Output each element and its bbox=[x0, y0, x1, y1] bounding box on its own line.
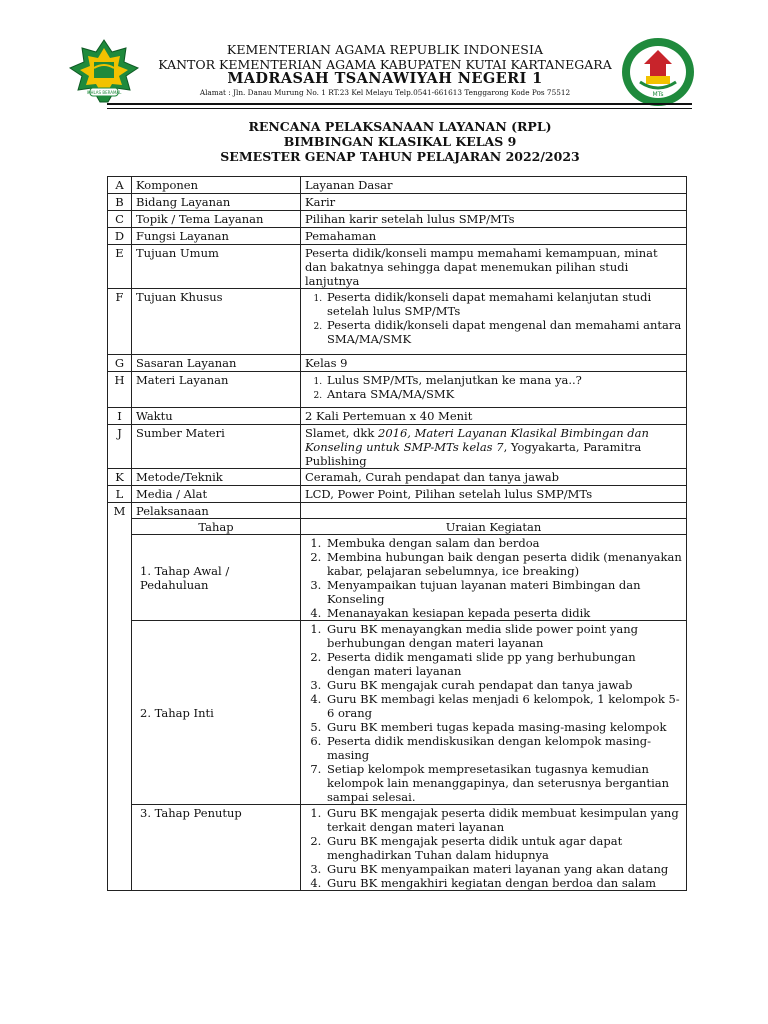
table-row bbox=[108, 372, 687, 408]
row-value: 2 Kali Pertemuan x 40 Menit bbox=[301, 408, 687, 425]
row-key: F bbox=[108, 289, 132, 355]
list-item: 1. Peserta didik/konseli dapat memahami kelanjutan studi setelah lulus SMP/MTs bbox=[325, 290, 682, 318]
kemenag-logo bbox=[64, 38, 144, 108]
stage-activities bbox=[301, 621, 687, 805]
row-value: Ceramah, Curah pendapat dan tanya jawab bbox=[301, 469, 687, 486]
row-key: H bbox=[108, 372, 132, 408]
row-key: D bbox=[108, 228, 132, 245]
table-row bbox=[108, 408, 687, 425]
row-key: L bbox=[108, 486, 132, 503]
stage-label: 3. Tahap Penutup bbox=[132, 805, 301, 891]
row-value bbox=[301, 503, 687, 519]
list-item: 6. Peserta didik mendiskusikan dengan kelompok masing-masing bbox=[325, 734, 682, 762]
activity-list bbox=[305, 622, 682, 804]
table-row bbox=[108, 469, 687, 486]
table-row bbox=[108, 486, 687, 503]
table-row bbox=[108, 503, 687, 519]
source-publisher: , Yogyakarta, Paramitra Publishing bbox=[305, 440, 642, 468]
table-row bbox=[108, 425, 687, 469]
list-item: 3. Guru BK menyampaikan materi layanan yang akan datang bbox=[325, 862, 682, 876]
row-label: Tujuan Umum bbox=[132, 245, 301, 289]
letterhead bbox=[0, 0, 768, 110]
doc-subtitle: BIMBINGAN KLASIKAL KELAS 9 bbox=[283, 134, 517, 149]
list-item: 2. Guru BK mengajak peserta didik untuk agar dapat menghadirkan Tuhan dalam hidupnya bbox=[325, 834, 682, 862]
rpl-table bbox=[107, 176, 687, 891]
row-label: Metode/Teknik bbox=[132, 469, 301, 486]
row-key: M bbox=[108, 503, 132, 891]
column-header: Tahap bbox=[132, 519, 301, 535]
table-row bbox=[108, 289, 687, 355]
list-item: 2. Peserta didik mengamati slide pp yang berhubungan dengan materi layanan bbox=[325, 650, 682, 678]
source-title: 2016, Materi Layanan Klasikal Bimbingan dan Konseling untuk SMP-MTs kelas 7 bbox=[305, 426, 649, 454]
table-row bbox=[108, 535, 687, 621]
row-label: Materi Layanan bbox=[132, 372, 301, 408]
ministry-name: KEMENTERIAN AGAMA REPUBLIK INDONESIA bbox=[226, 42, 544, 57]
row-key: A bbox=[108, 177, 132, 194]
list-item: 3. Guru BK mengajak curah pendapat dan tanya jawab bbox=[325, 678, 682, 692]
doc-semester: SEMESTER GENAP TAHUN PELAJARAN 2022/2023 bbox=[220, 149, 580, 164]
list-item: 3. Menyampaikan tujuan layanan materi Bimbingan dan Konseling bbox=[325, 578, 682, 606]
row-key: E bbox=[108, 245, 132, 289]
table-row bbox=[108, 355, 687, 372]
material-list bbox=[305, 373, 682, 401]
activity-list bbox=[305, 806, 682, 890]
stage-activities bbox=[301, 535, 687, 621]
row-value: LCD, Power Point, Pilihan setelah lulus SMP/MTs bbox=[301, 486, 687, 503]
table-row bbox=[108, 228, 687, 245]
list-item: 1. Membuka dengan salam dan berdoa bbox=[325, 536, 682, 550]
row-key: K bbox=[108, 469, 132, 486]
row-value: Pilihan karir setelah lulus SMP/MTs bbox=[301, 211, 687, 228]
source-author: Slamet, dkk bbox=[305, 426, 379, 440]
table-row bbox=[108, 194, 687, 211]
header-rule-thick bbox=[107, 103, 692, 105]
activity-list bbox=[305, 536, 682, 620]
table-row bbox=[108, 805, 687, 891]
row-key: J bbox=[108, 425, 132, 469]
school-name: MADRASAH TSANAWIYAH NEGERI 1 bbox=[227, 70, 543, 87]
row-value: Pemahaman bbox=[301, 228, 687, 245]
school-address: Alamat : Jln. Danau Murung No. 1 RT.23 Kel Melayu Telp.0541-661613 Tenggarong Kode Pos 75512 bbox=[199, 88, 571, 97]
table-row bbox=[108, 621, 687, 805]
stage-activities bbox=[301, 805, 687, 891]
list-item: 1. Guru BK mengajak peserta didik membuat kesimpulan yang terkait dengan materi layanan bbox=[325, 806, 682, 834]
row-label: Komponen bbox=[132, 177, 301, 194]
row-value: Peserta didik/konseli mampu memahami kemampuan, minat dan bakatnya sehingga dapat menemukan pilihan studi lanjutnya bbox=[301, 245, 687, 289]
stage-label: 2. Tahap Inti bbox=[132, 621, 301, 805]
table-row bbox=[108, 245, 687, 289]
row-label: Sasaran Layanan bbox=[132, 355, 301, 372]
row-value: Kelas 9 bbox=[301, 355, 687, 372]
row-label: Bidang Layanan bbox=[132, 194, 301, 211]
list-item: 2. Antara SMA/MA/SMK bbox=[325, 387, 682, 401]
table-row bbox=[108, 211, 687, 228]
list-item: 5. Guru BK memberi tugas kepada masing-masing kelompok bbox=[325, 720, 682, 734]
header-rule-thin bbox=[107, 108, 692, 109]
office-name: KANTOR KEMENTERIAN AGAMA KABUPATEN KUTAI KARTANEGARA bbox=[158, 57, 612, 72]
row-key: I bbox=[108, 408, 132, 425]
row-label: Tujuan Khusus bbox=[132, 289, 301, 355]
row-label: Waktu bbox=[132, 408, 301, 425]
list-item: 4. Menanayakan kesiapan kepada peserta didik bbox=[325, 606, 682, 620]
row-key: B bbox=[108, 194, 132, 211]
row-value: Layanan Dasar bbox=[301, 177, 687, 194]
row-label: Pelaksanaan bbox=[132, 503, 301, 519]
row-value: Karir bbox=[301, 194, 687, 211]
list-item: 4. Guru BK membagi kelas menjadi 6 kelompok, 1 kelompok 5- 6 orang bbox=[325, 692, 682, 720]
row-label: Media / Alat bbox=[132, 486, 301, 503]
table-row bbox=[108, 519, 687, 535]
list-item: 2. Membina hubungan baik dengan peserta didik (menanyakan kabar, pelajaran sebelumnya, ice breaking) bbox=[325, 550, 682, 578]
list-item: 1. Lulus SMP/MTs, melanjutkan ke mana ya..? bbox=[325, 373, 682, 387]
row-value bbox=[301, 289, 687, 355]
row-label: Sumber Materi bbox=[132, 425, 301, 469]
school-logo bbox=[620, 36, 696, 108]
doc-title: RENCANA PELAKSANAAN LAYANAN (RPL) bbox=[248, 119, 552, 134]
row-value bbox=[301, 372, 687, 408]
row-key: C bbox=[108, 211, 132, 228]
list-item: 4. Guru BK mengakhiri kegiatan dengan berdoa dan salam bbox=[325, 876, 682, 890]
table-row bbox=[108, 177, 687, 194]
list-item: 7. Setiap kelompok mempresetasikan tugasnya kemudian kelompok lain menanggapinya, dan seterusnya bergantian sampai selesai. bbox=[325, 762, 682, 804]
list-item: 2. Peserta didik/konseli dapat mengenal dan memahami antara SMA/MA/SMK bbox=[325, 318, 682, 346]
objective-list bbox=[305, 290, 682, 346]
svg-text:IKHLAS BERAMAL: IKHLAS BERAMAL bbox=[86, 90, 122, 95]
stage-label: 1. Tahap Awal / Pedahuluan bbox=[132, 535, 301, 621]
row-label: Topik / Tema Layanan bbox=[132, 211, 301, 228]
svg-text:MTs: MTs bbox=[652, 91, 664, 98]
list-item: 1. Guru BK menayangkan media slide power point yang berhubungan dengan materi layanan bbox=[325, 622, 682, 650]
row-key: G bbox=[108, 355, 132, 372]
column-header: Uraian Kegiatan bbox=[301, 519, 687, 535]
row-value bbox=[301, 425, 687, 469]
row-label: Fungsi Layanan bbox=[132, 228, 301, 245]
